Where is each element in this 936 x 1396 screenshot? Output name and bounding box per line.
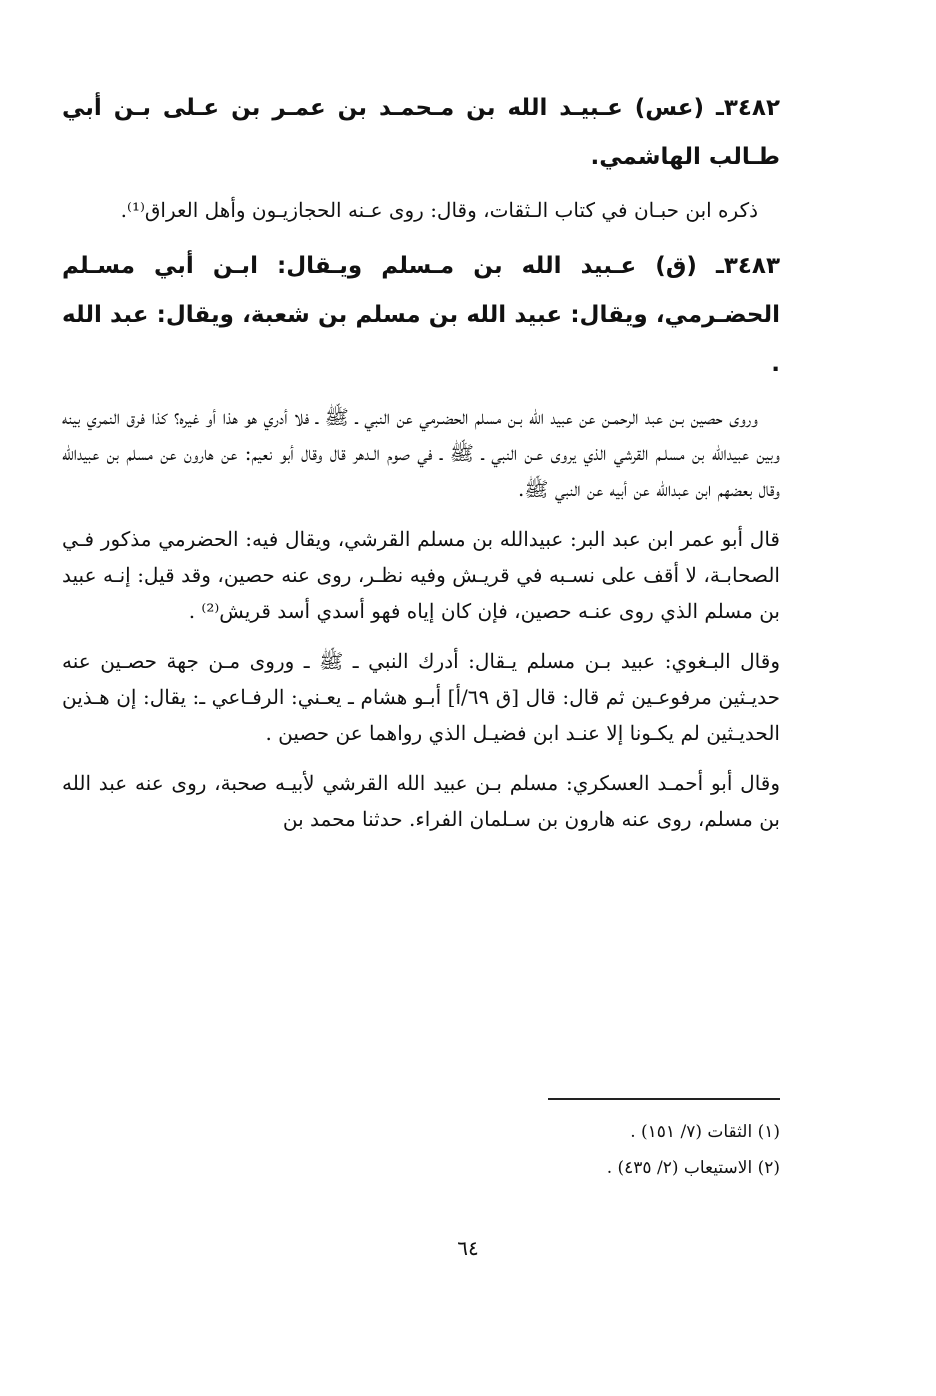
- page-number: ٦٤: [457, 1236, 479, 1260]
- entry-paragraph: وقال أبو أحمـد العسكري: مسلم بـن عبيد الله القرشي لأبيـه صحبة، روى عنه عبد الله بن مسلم، روى عنه هارون بن سـلمان الفراء. حدثنا محمد بن: [62, 771, 780, 831]
- page-body: [62, 84, 780, 851]
- footnote-divider: [548, 1098, 780, 1100]
- entry-paragraph: ذكره ابن حبـان في كتاب الـثقات، وقال: روى عـنه الحجازيـون وأهل العراق⁽¹⁾.: [120, 198, 758, 222]
- entry-paragraph: وقال البـغوي: عبيد بـن مسلم يـقال: أدرك النبي ـ ﷺ ـ وروى مـن جهة حصـين عنه حديـثين مرفوعـين ثم قال: قال [ق ٦٩/أ] أبـو هشام ـ يعـني: الرفـاعي ـ: يقال: إن هـذين الحديـثين لم يكـونا إلا عنـد ابن فضيـل الذي رواهما عن حصين .: [62, 649, 780, 745]
- footnotes: [440, 1114, 780, 1186]
- footnote: (٢) الاستيعاب (٢/ ٤٣٥) .: [606, 1158, 780, 1178]
- entry-heading: ٣٤٨٢ـ (عس) عـبيـد الله بن مـحمـد بن عمـر بن عـلى بـن أبي طـالب الهاشمي.: [62, 95, 780, 170]
- entry-heading: ٣٤٨٣ـ (ق) عـبيد الله بن مـسلم ويـقال: ابـن أبي مسـلم الحضـرمي، ويقال: عبيد الله بن مسلم بن شعبة، ويقال: عبد الله .: [62, 253, 780, 377]
- entry-paragraph: قال أبو عمر ابن عبد البر: عبيدالله بن مسلم القرشي، ويقال فيه: الحضرمي مذكور فـي الصحابـة، لا أقف على نسـبه في قريـش وفيه نظـر، روى عنه حصين، وقد قيل: إنـه عبيد بن مسلم الذي روى عنـه حصين، فإن كان إياه فهو أسدي أسد قريش⁽²⁾ .: [62, 527, 780, 623]
- footnote: (١) الثقات (٧/ ١٥١) .: [630, 1122, 780, 1142]
- entry-paragraph: وروى حصين بـن عبد الرحمـن عن عبيد الله بـن مسلم الحضـرمي عن النبي ـ ﷺ ـ فلا أدري هو هذا أو غيره؟ كذا فرق النمري بينه وبين عبيدالله بن مسلـم القرشي الذي يروى عـن النبي ـ ﷺ ـ في صوم الـدهر قال وقال أبو نعيم: عن هارون عن مسلم بن عبيدالله وقال بعضهم ابن عبدالله عن أبيه عن النبي ﷺ.: [62, 405, 780, 501]
- entry-3483: [62, 242, 780, 837]
- entry-3482: [62, 84, 780, 228]
